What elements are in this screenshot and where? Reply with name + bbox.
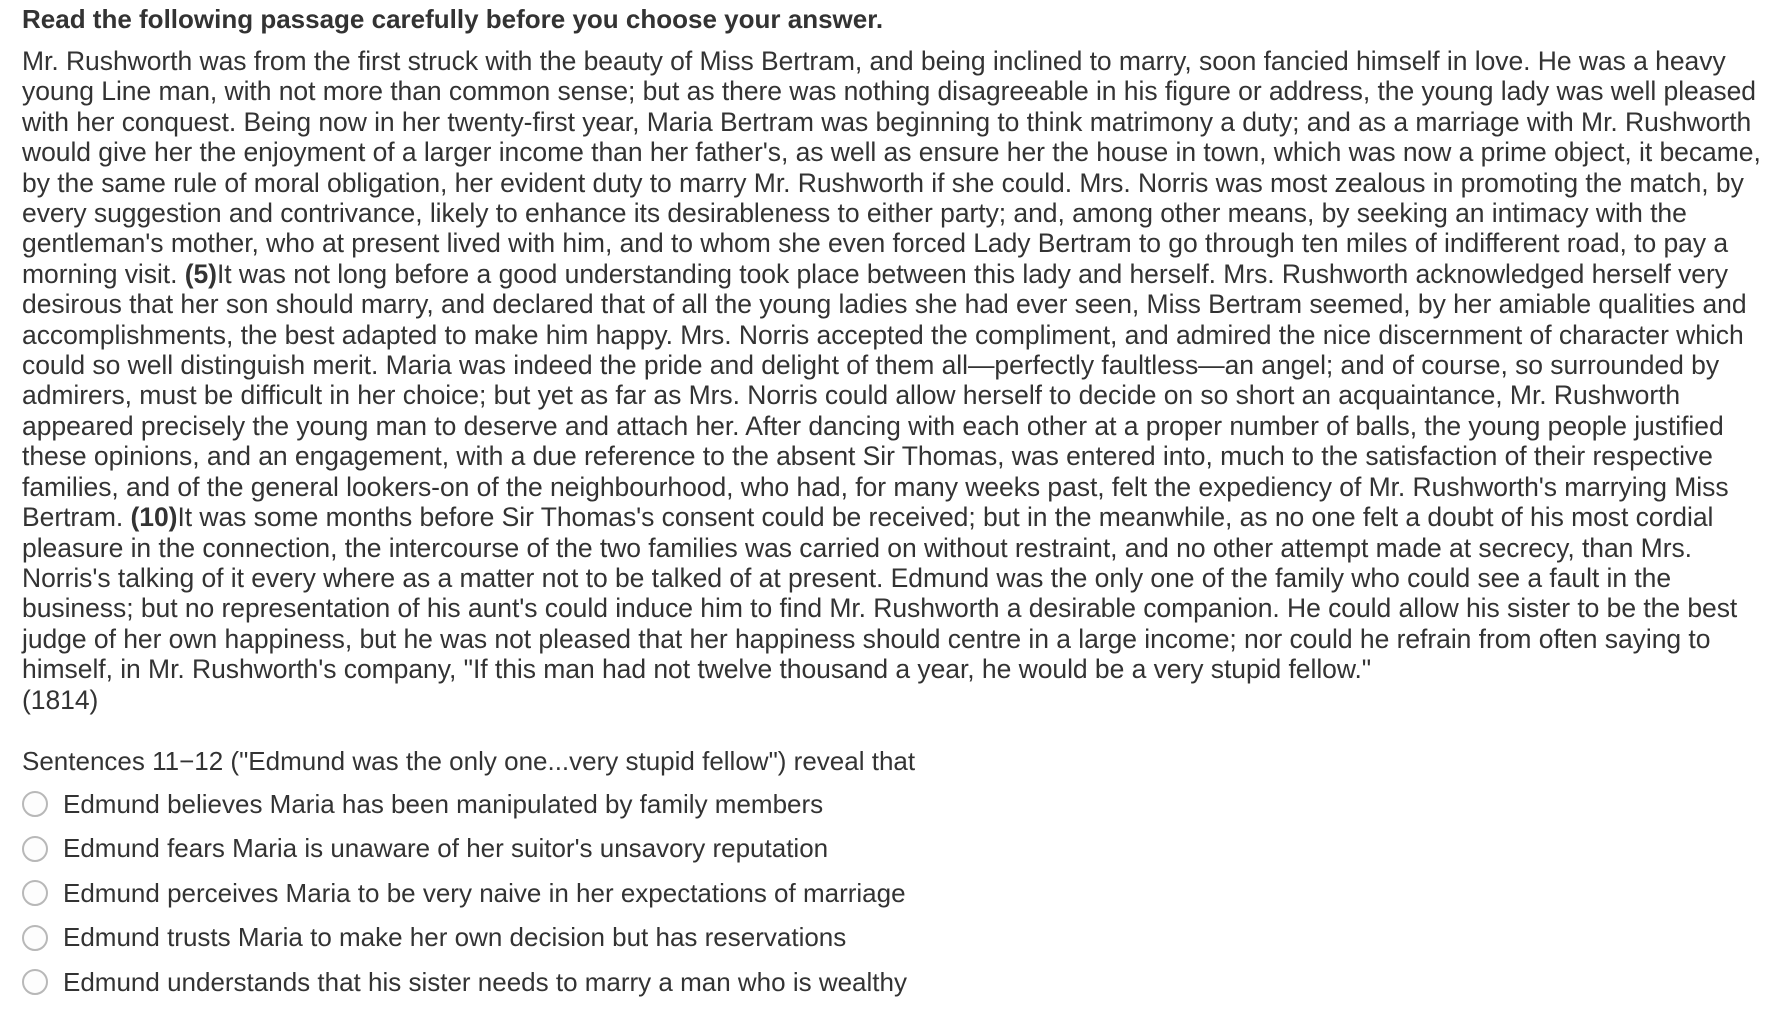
answer-choice-a[interactable]	[22, 782, 1746, 827]
answer-choice-label: Edmund perceives Maria to be very naive in her expectations of marriage	[63, 877, 906, 908]
radio-button-c[interactable]	[22, 880, 48, 906]
answer-choice-label: Edmund fears Maria is unaware of her suitor's unsavory reputation	[63, 833, 829, 864]
answer-choice-b[interactable]	[22, 826, 1746, 871]
passage-part-1: Mr. Rushworth was from the first struck with the beauty of Miss Bertram, and being inclined to marry, soon fancied himself in love. He was a heavy young Line man, with not more than common sense; but as there was nothing disagreeable in his figure or address, the young lady was well pleased with her conquest. Being now in her twenty-first year, Maria Bertram was beginning to think matrimony a duty; and as a marriage with Mr. Rushworth would give her the enjoyment of a larger income than her father's, as well as ensure her the house in town, which was now a prime object, it became, by the same rule of moral obligation, her evident duty to marry Mr. Rushworth if she could. Mrs. Norris was most zealous in promoting the match, by every suggestion and contrivance, likely to enhance its desirableness to either party; and, among other means, by seeking an intimacy with the gentleman's mother, who at present lived with him, and to whom she even forced Lady Bertram to go through ten miles of indifferent road, to pay a morning visit.	[22, 46, 1761, 289]
answer-choice-e[interactable]	[22, 960, 1746, 1005]
question-prompt: Sentences 11−12 ("Edmund was the only one...very stupid fellow") reveal that	[22, 745, 916, 776]
radio-button-b[interactable]	[22, 836, 48, 862]
passage-part-2: It was not long before a good understanding took place between this lady and herself. Mrs. Rushworth acknowledged herself very desirous that her son should marry, and declared that of all the young ladies she had ever seen, Miss Bertram seemed, by her amiable qualities and accomplishments, the best adapted to make him happy. Mrs. Norris accepted the compliment, and admired the nice discernment of character which could so well distinguish merit. Maria was indeed the pride and delight of them all—perfectly faultless—an angel; and of course, so surrounded by admirers, must be difficult in her choice; but yet as far as Mrs. Norris could allow herself to decide on so short an acquaintance, Mr. Rushworth appeared precisely the young man to deserve and attach her. After dancing with each other at a proper number of balls, the young people justified these opinions, and an engagement, with a due reference to the absent Sir Thomas, was entered into, much to the satisfaction of their respective families, and of the general lookers-on of the neighbourhood, who had, for many weeks past, felt the expediency of Mr. Rushworth's marrying Miss Bertram.	[22, 258, 1747, 533]
passage	[22, 46, 1762, 715]
radio-button-d[interactable]	[22, 925, 48, 951]
answer-choice-label: Edmund believes Maria has been manipulated by family members	[63, 788, 824, 819]
passage-year: (1814)	[22, 684, 99, 715]
passage-part-3: It was some months before Sir Thomas's consent could be received; but in the meanwhile, as no one felt a doubt of his most cordial pleasure in the connection, the intercourse of the two families was carried on without restraint, and no other attempt made at secrecy, than Mrs. Norris's talking of it every where as a matter not to be talked of at present. Edmund was the only one of the family who could see a fault in the business; but no representation of his aunt's could induce him to find Mr. Rushworth a desirable companion. He could allow his sister to be the best judge of her own happiness, but he was not pleased that her happiness should centre in a large income; nor could he refrain from often saying to himself, in Mr. Rushworth's company, "If this man had not twelve thousand a year, he would be a very stupid fellow."	[22, 502, 1738, 685]
answer-choice-label: Edmund understands that his sister needs to marry a man who is wealthy	[63, 966, 907, 997]
instructions-text: Read the following passage carefully before you choose your answer.	[22, 4, 884, 34]
answer-choice-label: Edmund trusts Maria to make her own decision but has reservations	[63, 922, 847, 953]
answer-choice-c[interactable]	[22, 871, 1746, 916]
sentence-marker-10: (10)	[130, 502, 178, 533]
answer-choices	[22, 782, 1746, 1005]
radio-button-e[interactable]	[22, 969, 48, 995]
sentence-marker-5: (5)	[184, 258, 217, 289]
answer-choice-d[interactable]	[22, 915, 1746, 960]
radio-button-a[interactable]	[22, 791, 48, 817]
